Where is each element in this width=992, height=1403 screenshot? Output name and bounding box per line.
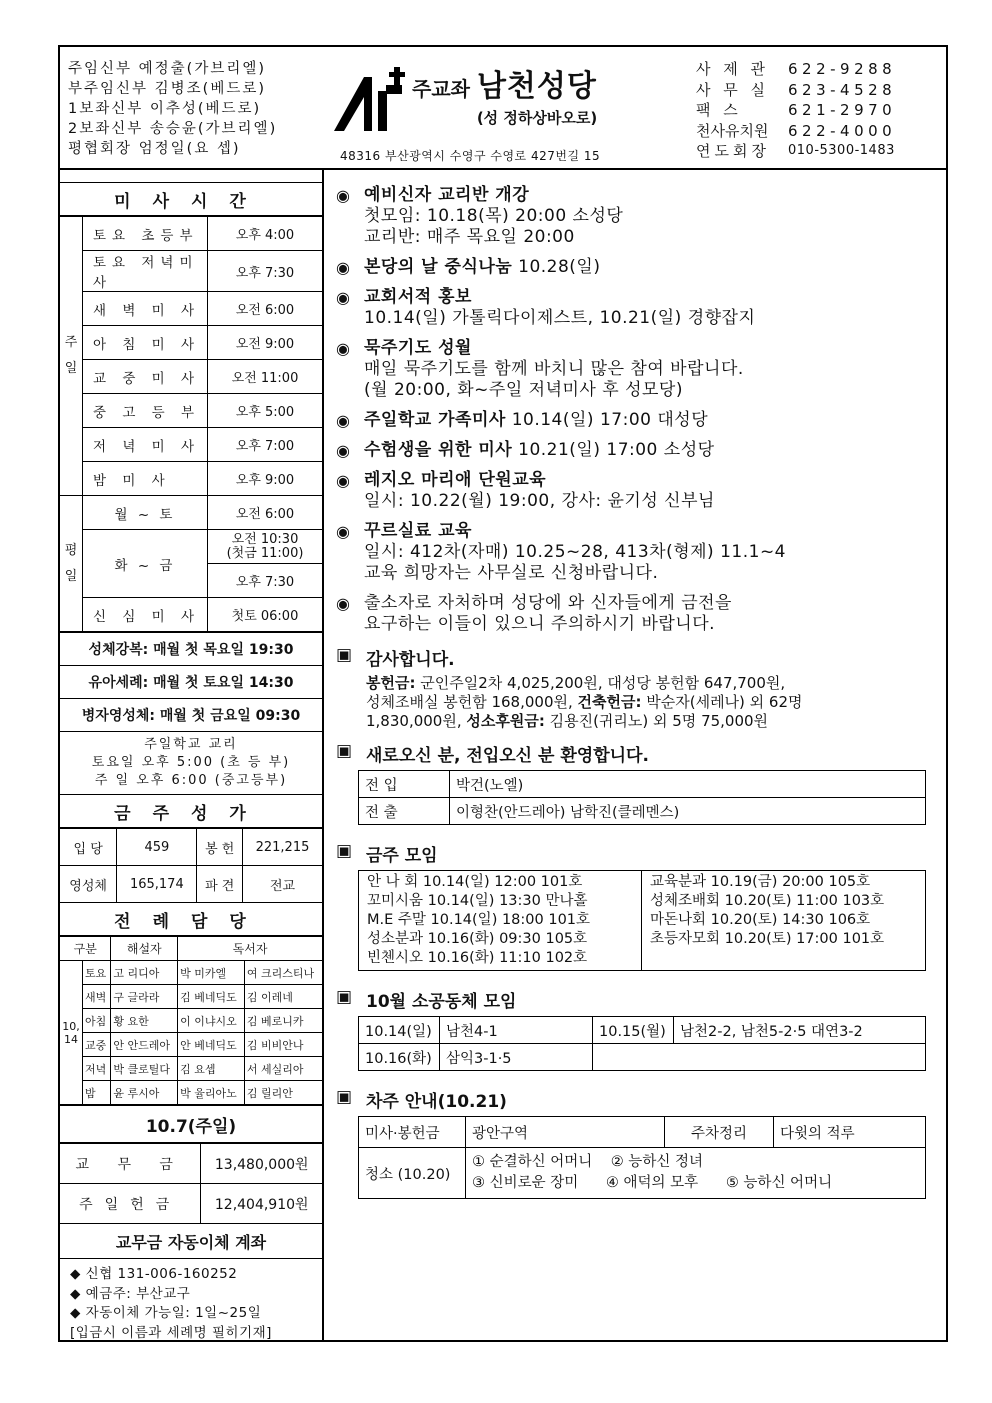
meeting-item: 안 나 회 10.14(일) 12:00 101호 [367,874,583,890]
mass-row [60,292,322,326]
mass-row [60,217,322,251]
next-week-value: 다윗의 적루 [774,1117,926,1148]
mass-name: 토요 저녁미사 [83,251,208,292]
notice-heading: 꾸르실료 교육 [364,521,472,541]
liturgy-commentator: 안 안드레아 [111,1033,178,1057]
bullet-icon: ◉ [336,441,351,460]
notice-item [336,185,936,248]
liturgy-reader: 박 미카엘 [178,961,245,985]
next-week-table [358,1116,926,1199]
sunday-school-title: 주일학교 교리 [144,737,238,752]
liturgy-row [60,985,322,1009]
notice-item [336,257,936,278]
next-week-section-title: ▣ 차주 안내(10.21) [336,1087,507,1112]
mass-row [60,598,322,632]
liturgy-mass: 밤 [83,1081,111,1105]
liturgy-title: 전례담당 [60,903,322,936]
bullet-icon: ◉ [336,522,351,541]
clergy-line: 평협회장 엄정일(요 셉) [68,141,241,157]
mass-time: 오전 6:00 [208,496,323,530]
sunday-school-line: 토요일 오후 5:00 (초 등 부) [91,755,291,770]
hymn-label: 영성체 [60,866,117,903]
liturgy-row [60,1033,322,1057]
liturgy-reader: 김 요셉 [178,1057,245,1081]
mass-time: 첫토 06:00 [208,598,323,632]
notice-heading: 본당의 날 중식나눔 [364,257,513,277]
mass-name: 신 심 미 사 [83,598,208,632]
finance-value: 12,404,910원 [201,1184,322,1224]
parish-patron: (성 정하상바오로) [476,109,598,127]
contact-value: 623-4528 [788,80,897,99]
notice-line: 10.14(일) 가톨릭다이제스트, 10.21(일) 경향잡지 [364,308,756,328]
mass-time: 오후 4:00 [208,217,323,251]
bullet-icon: ◉ [336,411,351,430]
newcomers-value: 이형찬(안드레아) 남학진(클레멘스) [450,798,926,825]
finance-row [60,1144,322,1184]
bank-title: 교무금 자동이체 계좌 [60,1224,322,1259]
meeting-item: 빈첸시오 10.16(화) 11:10 102호 [367,950,588,966]
contact-row [696,100,896,121]
meeting-item: 성소분과 10.16(화) 09:30 105호 [367,931,588,947]
newcomers-row [359,771,926,798]
liturgy-reader: 박 율리아노 [178,1081,245,1105]
liturgy-table [60,936,322,1105]
bank-line: ◆ 자동이체 가능일: 1일~25일 [70,1305,262,1321]
mass-times-table [60,216,322,632]
sunday-school-line: 주 일 오후 6:00 (중고등부) [94,773,288,788]
mass-name: 월 ~ 토 [83,496,208,530]
clergy-line: 2보좌신부 송승윤(가브리엘) [68,121,278,137]
mass-time: 오후 7:30 [208,251,323,292]
liturgy-mass: 새벽 [83,985,111,1009]
next-week-row [359,1148,926,1199]
mass-time: 오후 7:30 [208,564,323,598]
mass-time: 오전 9:00 [208,326,323,360]
next-week-row [359,1117,926,1148]
notice-heading: 예비신자 교리반 개강 [364,185,530,205]
newcomers-row [359,798,926,825]
square-bullet-icon: ▣ [336,987,353,1007]
mass-row [60,428,322,462]
community-group: 삼익3-1·5 [440,1044,593,1071]
sunday-group-label: 주일 [60,217,83,496]
liturgy-reader: 이 이냐시오 [178,1009,245,1033]
meeting-item: 성체조배회 10.20(토) 11:00 103호 [650,893,885,909]
community-date: 10.16(화) [359,1044,440,1071]
left-column [60,168,324,1340]
mass-times-title: 미사시간 [60,183,322,216]
header [60,47,946,170]
hymns-table [60,828,322,903]
mass-name: 새 벽 미 사 [83,292,208,326]
mass-time: 오후 7:00 [208,428,323,462]
notice-item [336,287,936,329]
meeting-item: 교육분과 10.19(금) 20:00 105호 [650,874,871,890]
mass-row [60,360,322,394]
notice-line: 매일 묵주기도를 함께 바치니 많은 참여 바랍니다. [364,359,744,379]
bullet-icon: ◉ [336,258,351,277]
clergy-list [68,59,277,159]
newcomers-table [358,770,926,825]
notice-line: 일시: 10.22(월) 19:00, 강사: 윤기성 신부님 [364,491,715,511]
contact-label: 천사유치원 [696,121,769,140]
liturgy-commentator: 고 리디아 [111,961,178,985]
meeting-item: 초등자모회 10.20(토) 17:00 101호 [650,931,885,947]
mass-time: 오전 11:00 [208,360,323,394]
thanks-section-title: ▣ 감사합니다. [336,645,455,670]
notice-heading: 레지오 마리애 단원교육 [364,470,547,490]
contact-label: 팩 스 [696,101,742,119]
hymn-label: 봉 헌 [197,829,243,866]
liturgy-commentator: 구 글라라 [111,985,178,1009]
notice-heading: 교회서적 홍보 [364,287,472,307]
hymn-label: 파 견 [197,866,243,903]
next-week-label: 주차정리 [665,1117,774,1148]
parish-name: 남천성당 [476,69,597,104]
hymns-title: 금주성가 [60,795,322,828]
notice-item [336,338,936,401]
liturgy-mass: 아침 [83,1009,111,1033]
hymn-label: 입 당 [60,829,117,866]
clergy-line: 주임신부 예정출(가브리엘) [68,61,266,77]
mass-name: 밤 미 사 [83,462,208,496]
liturgy-reader: 김 비비안나 [244,1033,322,1057]
contact-row [696,141,896,162]
liturgy-header-row [60,937,322,961]
mass-row [60,496,322,530]
community-row [359,1044,926,1071]
mass-row [60,251,322,292]
square-bullet-icon: ▣ [336,841,353,861]
meetings-col-right [641,871,892,970]
liturgy-mass: 교중 [83,1033,111,1057]
mass-name: 화 ~ 금 [83,530,208,598]
liturgy-reader: 김 베로니카 [244,1009,322,1033]
newcomers-label: 전 입 [359,771,450,798]
bullet-icon: ◉ [336,339,351,358]
meeting-item: 꼬미시움 10.14(일) 13:30 만나홀 [367,893,588,909]
liturgy-reader: 김 이레네 [244,985,322,1009]
liturgy-reader: 안 베네딕도 [178,1033,245,1057]
liturgy-row [60,1009,322,1033]
parish-title [412,61,692,128]
hymn-row [60,829,322,866]
mass-time: 오전 6:00 [208,292,323,326]
contact-value: 622-4000 [788,121,897,140]
notice-detail: 10.14(일) 17:00 대성당 [505,410,709,430]
notice-line: 첫모임: 10.18(목) 20:00 소성당 [364,206,624,226]
hymn-row [60,866,322,903]
bullet-icon: ◉ [336,471,351,490]
square-bullet-icon: ▣ [336,1087,353,1107]
mass-name: 저 녁 미 사 [83,428,208,462]
weekday-group-label: 평일 [60,496,83,632]
thanks-line: 1,830,000원, 성소후원금: 김용진(귀리노) 외 5명 75,000원 [366,712,769,730]
community-row [359,1017,926,1044]
square-bullet-icon: ▣ [336,741,353,761]
mass-name: 토요 초등부 [83,217,208,251]
special-schedule: 성체강복: 매월 첫 목요일 19:30 [60,632,322,666]
meetings-section-title: ▣ 금주 모임 [336,841,438,866]
notice-item [336,470,936,512]
mass-row [60,326,322,360]
liturgy-col-header: 구분 [60,937,111,961]
contact-list [696,59,896,162]
meetings-col-left [359,871,641,970]
notice-item [336,521,936,584]
next-week-value: 광안구역 [466,1117,665,1148]
mass-name: 교 중 미 사 [83,360,208,394]
newcomers-section-title: ▣ 새로오신 분, 전입오신 분 환영합니다. [336,741,649,766]
notice-line: 교육 희망자는 사무실로 신청바랍니다. [364,563,659,583]
bank-line: ◆ 예금주: 부산교구 [70,1285,191,1302]
finance-row [60,1184,322,1224]
finance-label: 교 무 금 [60,1144,201,1184]
finance-value: 13,480,000원 [201,1144,322,1184]
contact-value: 010-5300-1483 [788,143,895,158]
liturgy-commentator: 윤 루시아 [111,1081,178,1105]
hymn-number: 전교 [243,866,323,903]
mass-name: 중 고 등 부 [83,394,208,428]
community-date: 10.15(월) [593,1017,674,1044]
bullet-icon: ◉ [336,594,351,613]
liturgy-reader: 김 베네딕도 [178,985,245,1009]
contact-label: 사 무 실 [696,80,770,99]
square-bullet-icon: ▣ [336,645,353,665]
notice-detail: 10.21(일) 17:00 소성당 [512,440,715,460]
contact-row [696,121,896,142]
liturgy-row [60,961,322,985]
hymn-number: 221,215 [243,829,323,866]
liturgy-commentator: 박 클로틸다 [111,1057,178,1081]
notice-item [336,410,936,431]
parish-address: 48316 부산광역시 수영구 수영로 427번길 15 [340,149,601,163]
contact-value: 621-2970 [788,101,897,119]
community-group: 남천4-1 [440,1017,593,1044]
notice-heading: 묵주기도 성월 [364,338,472,358]
hymn-number: 459 [117,829,197,866]
liturgy-reader: 여 크리스티나 [244,961,322,985]
notice-item [336,593,936,635]
sunday-school [60,732,322,795]
thanks-line: 봉헌금: 군인주일2차 4,025,200원, 대성당 봉헌함 647,700원, [366,674,786,692]
contact-label: 사 제 관 [696,60,770,78]
cleaning-groups: ① 순결하신 어머니 ② 능하신 정녀 ③ 신비로운 장미 ④ 애덕의 모후 ⑤ 능하신 어머니 [466,1148,926,1199]
special-schedule: 유아세례: 매월 첫 토요일 14:30 [60,666,322,699]
hymn-number: 165,174 [117,866,197,903]
liturgy-commentator: 황 요한 [111,1009,178,1033]
community-empty [593,1044,926,1071]
liturgy-reader: 김 릴리안 [244,1081,322,1105]
notice-line: 출소자로 자처하며 성당에 와 신자들에게 금전을 [364,593,732,613]
finance-table [60,1143,322,1224]
mass-row [60,462,322,496]
newcomers-label: 전 출 [359,798,450,825]
liturgy-col-header: 독서자 [178,937,322,961]
parish-logo [330,61,416,135]
mass-time: 오후 9:00 [208,462,323,496]
notice-line: (월 20:00, 화~주일 저녁미사 후 성모당) [364,380,683,400]
notice-line: 일시: 412차(자매) 10.25~28, 413차(형제) 11.1~4 [364,542,787,562]
contact-row [696,80,896,101]
meeting-item: M.E 주말 10.14(일) 18:00 101호 [367,912,591,928]
newcomers-value: 박건(노엘) [450,771,926,798]
thanks-body [336,674,936,731]
community-group: 남천2-2, 남천5-2·5 대연3-2 [674,1017,926,1044]
mass-name: 아 침 미 사 [83,326,208,360]
community-date: 10.14(일) [359,1017,440,1044]
contact-value: 622-9288 [788,60,897,78]
special-schedule: 병자영성체: 매월 첫 금요일 09:30 [60,699,322,732]
bank-line: ◆ 신협 131-006-160252 [70,1266,238,1282]
meetings-box [358,870,926,971]
liturgy-row [60,1081,322,1105]
thanks-line: 성체조배실 봉헌함 168,000원, 건축헌금: 박순자(세레나) 외 62명 [366,693,803,711]
parish-prefix: 주교좌 [412,77,470,101]
bank-info [60,1259,322,1349]
bank-line: [입금시 이름과 세례명 필히기재] [70,1324,272,1341]
bullet-icon: ◉ [336,186,351,205]
notice-line: 요구하는 이들이 있으니 주의하시기 바랍니다. [364,614,716,634]
liturgy-reader: 서 세실리아 [244,1057,322,1081]
mass-time: 오후 5:00 [208,394,323,428]
community-table [358,1016,926,1071]
next-week-label: 청소 (10.20) [359,1148,466,1199]
liturgy-col-header: 해설자 [111,937,178,961]
mass-time: 오전 10:30 (첫금 11:00) [208,530,323,564]
bulletin-page [58,45,948,1342]
notice-line: 교리반: 매주 목요일 20:00 [364,227,575,247]
meeting-item: 마돈나회 10.20(토) 14:30 106호 [650,912,871,928]
notice-heading: 수험생을 위한 미사 [364,440,513,460]
clergy-line: 부주임신부 김병조(베드로) [68,81,266,97]
liturgy-mass: 저녁 [83,1057,111,1081]
community-section-title: ▣ 10월 소공동체 모임 [336,987,517,1012]
next-week-label: 미사·봉헌금 [359,1117,466,1148]
liturgy-mass: 토요 [83,961,111,985]
mass-row [60,530,322,564]
clergy-line: 1보좌신부 이추성(베드로) [68,101,262,117]
finance-date: 10.7(주일) [60,1105,322,1143]
notice-detail: 10.28(일) [512,257,601,277]
liturgy-row [60,1057,322,1081]
notice-heading: 주일학교 가족미사 [364,410,506,430]
notices-column [336,185,936,1199]
liturgy-date: 10,14 [60,961,83,1105]
contact-row [696,59,896,80]
bullet-icon: ◉ [336,288,351,307]
finance-label: 주일헌금 [60,1184,201,1224]
contact-label: 연도회장 [696,142,770,160]
mass-row [60,394,322,428]
notice-item [336,440,936,461]
